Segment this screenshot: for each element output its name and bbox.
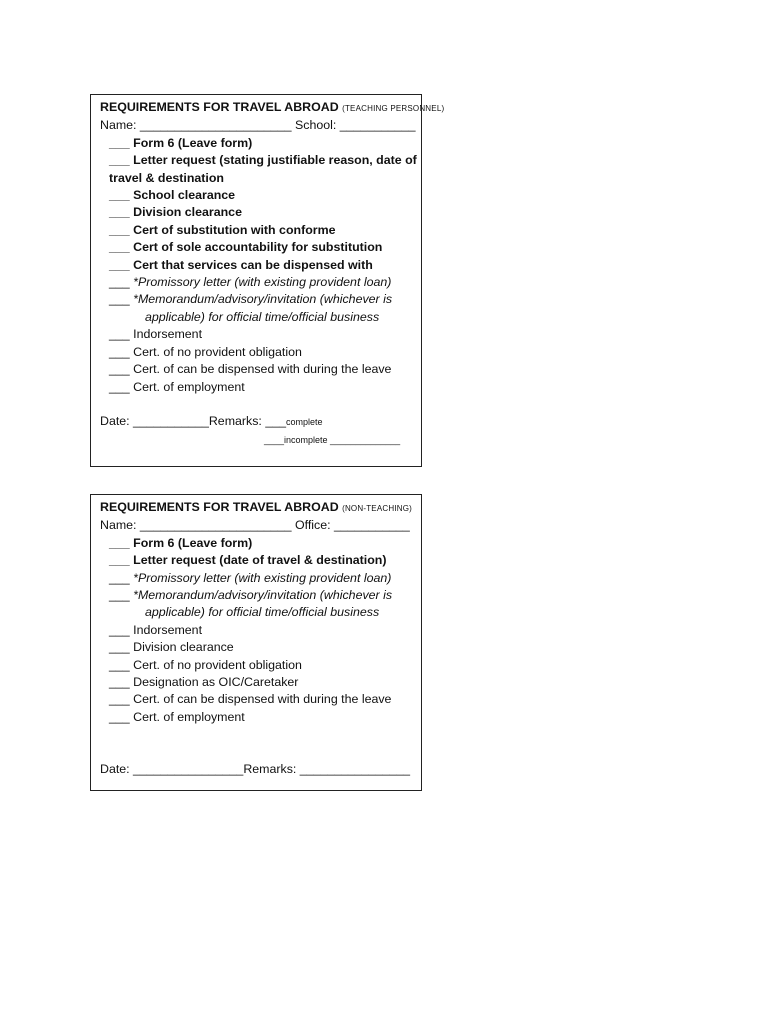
incomplete-line (100, 431, 413, 449)
item-label: Form 6 (Leave form) (133, 135, 253, 150)
item-label: Cert. of no provident obligation (133, 344, 302, 359)
checkbox-blank: ___ (109, 327, 130, 342)
item-label: Cert. of can be dispensed with during the leave (133, 692, 392, 707)
checklist-item (100, 639, 413, 656)
checklist-item (100, 204, 413, 221)
card-title (100, 499, 413, 517)
item-label: Indorsement (133, 622, 203, 637)
item-label: *Promissory letter (with existing provident loan) (133, 275, 392, 290)
item-label: applicable) for official time/official business (145, 605, 380, 620)
checkbox-blank: ___ (109, 257, 130, 272)
checklist-item (100, 344, 413, 361)
date-remarks-line: Date: ________________Remarks: ________________ (100, 762, 411, 777)
incomplete-label: incomplete ______________ (284, 435, 401, 446)
title-text: REQUIREMENTS FOR TRAVEL ABROAD (100, 500, 339, 514)
checklist-item (100, 135, 413, 152)
checkbox-blank: ___ (109, 240, 130, 255)
checkbox-blank: ___ (109, 205, 130, 220)
checkbox-blank: ___ (109, 692, 130, 707)
checkbox-blank: ___ (109, 292, 130, 307)
name-office-line: Name: ______________________ Office: ___________ (100, 518, 410, 533)
item-label: Cert. of no provident obligation (133, 657, 302, 672)
item-label: Letter request (stating justifiable reason, date of (133, 153, 417, 168)
item-continuation (100, 604, 413, 621)
checkbox-blank: ___ (109, 344, 130, 359)
item-label: *Memorandum/advisory/invitation (whichever is (133, 588, 393, 603)
item-label: Cert of substitution with conforme (133, 222, 336, 237)
checklist-item (100, 326, 413, 343)
checkbox-blank: ___ (109, 553, 130, 568)
checklist-item (100, 552, 413, 569)
checkbox-blank: ___ (109, 188, 130, 203)
checkbox-blank: ___ (109, 275, 130, 290)
item-label: Cert. of can be dispensed with during the leave (133, 362, 392, 377)
spacer (100, 726, 413, 761)
title-subtitle: (TEACHING PERSONNEL) (342, 104, 445, 113)
checklist-item (100, 657, 413, 674)
item-continuation (100, 170, 413, 187)
item-label: Cert of sole accountability for substitution (133, 240, 383, 255)
date-remarks-label: Date: ___________Remarks: ___ (100, 413, 286, 428)
spacer (100, 396, 413, 413)
checkbox-blank: ___ (109, 135, 130, 150)
checkbox-blank: ___ (109, 640, 130, 655)
title-text: REQUIREMENTS FOR TRAVEL ABROAD (100, 100, 339, 114)
checklist-item (100, 274, 413, 291)
checklist-item (100, 187, 413, 204)
checklist-item (100, 691, 413, 708)
item-label: Indorsement (133, 327, 203, 342)
item-label: travel & destination (109, 170, 224, 185)
teaching-requirements-card (90, 94, 445, 467)
checklist-item (100, 239, 413, 256)
item-label: Cert. of employment (133, 379, 245, 394)
item-label: Division clearance (133, 205, 242, 220)
checkbox-blank: ___ (109, 622, 130, 637)
card-title (100, 99, 445, 117)
checkbox-blank: ___ (109, 675, 130, 690)
checkbox-blank: ___ (109, 657, 130, 672)
checkbox-blank: ___ (109, 379, 130, 394)
checklist-item (100, 535, 413, 552)
checklist-item (100, 361, 413, 378)
checkbox-blank: ___ (109, 535, 130, 550)
checkbox-blank: ___ (109, 153, 130, 168)
checklist-item (100, 257, 413, 274)
checkbox-blank: ___ (109, 362, 130, 377)
incomplete-blank: ____ (264, 435, 285, 446)
checklist-item (100, 152, 417, 169)
checklist-item (100, 674, 413, 691)
checkbox-blank: ___ (109, 588, 130, 603)
item-label: Letter request (date of travel & destination) (133, 553, 387, 568)
item-continuation (100, 309, 413, 326)
name-school-line: Name: ______________________ School: ___________ (100, 118, 416, 133)
checklist-item (100, 379, 413, 396)
item-label: *Promissory letter (with existing provident loan) (133, 570, 392, 585)
checklist-item (100, 587, 413, 604)
checkbox-blank: ___ (109, 222, 130, 237)
non-teaching-requirements-card (90, 494, 422, 791)
checkbox-blank: ___ (109, 709, 130, 724)
item-label: Designation as OIC/Caretaker (133, 675, 299, 690)
checkbox-blank: ___ (109, 570, 130, 585)
item-label: Cert that services can be dispensed with (133, 257, 373, 272)
checklist-item (100, 622, 413, 639)
date-remarks-line (100, 413, 413, 431)
checklist-item (100, 709, 413, 726)
item-label: Division clearance (133, 640, 234, 655)
checklist-item (100, 222, 413, 239)
title-subtitle: (NON-TEACHING) (342, 504, 412, 513)
item-label: applicable) for official time/official business (145, 309, 380, 324)
checklist-item (100, 291, 413, 308)
complete-label: complete (286, 416, 323, 427)
item-label: School clearance (133, 188, 236, 203)
checklist-item (100, 570, 413, 587)
item-label: Form 6 (Leave form) (133, 535, 253, 550)
item-label: *Memorandum/advisory/invitation (whichever is (133, 292, 393, 307)
item-label: Cert. of employment (133, 709, 245, 724)
